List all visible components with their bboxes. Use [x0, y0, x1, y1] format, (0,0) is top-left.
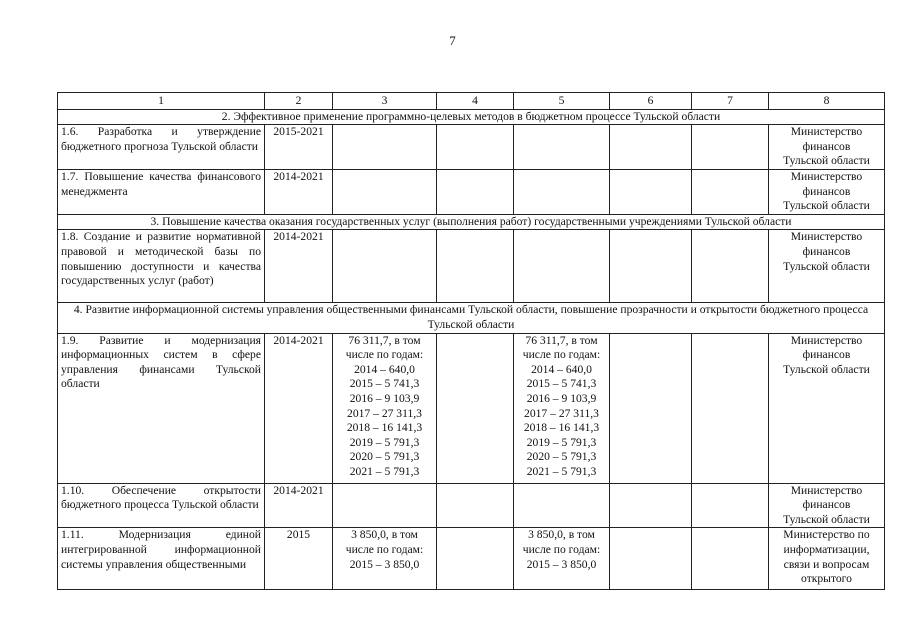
row-1-9-total-funding: 76 311,7, в том числе по годам: 2014 – 640,0 2015 – 5 741,3 2016 – 9 103,9 2017 – 27 311,3 2018 – 16 141,3 2019 – 5 791,3 2020 – 5 791,3 2021 – 5 791,3 — [333, 333, 437, 483]
header-col-6: 6 — [610, 93, 692, 110]
header-col-7: 7 — [692, 93, 769, 110]
section-3-title: 3. Повышение качества оказания государственных услуг (выполнения работ) государственными учреждениями Тульской области — [58, 214, 885, 230]
section-4-title: 4. Развитие информационной системы управления общественными финансами Тульской области, повышение прозрачности и открытости бюджетного процесса Тульской области — [58, 303, 885, 333]
row-1-7-responsible: Министерство финансов Тульской области — [769, 169, 885, 214]
table-row — [58, 483, 885, 528]
row-1-6-period: 2015-2021 — [265, 125, 333, 170]
page-number: 7 — [449, 33, 456, 48]
row-1-7-description: 1.7. Повышение качества финансового менеджмента — [58, 169, 265, 214]
section-row — [58, 303, 885, 333]
row-1-8-responsible: Министерство финансов Тульской области — [769, 230, 885, 303]
row-1-8-period: 2014-2021 — [265, 230, 333, 303]
row-1-11-description: 1.11. Модернизация единой интегрированной информационной системы управления общественными — [58, 528, 265, 590]
row-1-11-total-funding: 3 850,0, в том числе по годам: 2015 – 3 850,0 — [333, 528, 437, 590]
row-1-9-regional-funding: 76 311,7, в том числе по годам: 2014 – 640,0 2015 – 5 741,3 2016 – 9 103,9 2017 – 27 311,3 2018 – 16 141,3 2019 – 5 791,3 2020 – 5 791,3 2021 – 5 791,3 — [514, 333, 610, 483]
header-col-1: 1 — [58, 93, 265, 110]
row-1-9-responsible: Министерство финансов Тульской области — [769, 333, 885, 483]
row-1-11-regional-funding: 3 850,0, в том числе по годам: 2015 – 3 850,0 — [514, 528, 610, 590]
row-1-10-responsible: Министерство финансов Тульской области — [769, 483, 885, 528]
row-1-6-responsible: Министерство финансов Тульской области — [769, 125, 885, 170]
table-row — [58, 169, 885, 214]
header-col-5: 5 — [514, 93, 610, 110]
section-row — [58, 214, 885, 230]
header-col-2: 2 — [265, 93, 333, 110]
row-1-10-description: 1.10. Обеспечение открытости бюджетного процесса Тульской области — [58, 483, 265, 528]
header-row — [58, 93, 885, 110]
header-col-8: 8 — [769, 93, 885, 110]
row-1-6-description: 1.6. Разработка и утверждение бюджетного прогноза Тульской области — [58, 125, 265, 170]
row-1-9-description: 1.9. Развитие и модернизация информационных систем в сфере управления финансами Тульской области — [58, 333, 265, 483]
row-1-10-period: 2014-2021 — [265, 483, 333, 528]
row-1-11-responsible: Министерство по информатизации, связи и вопросам открытого — [769, 528, 885, 590]
row-1-8-description: 1.8. Создание и развитие нормативной правовой и методической базы по повышению доступности и качества государственных услуг (работ) — [58, 230, 265, 303]
header-col-4: 4 — [437, 93, 514, 110]
section-row — [58, 109, 885, 125]
table-row — [58, 125, 885, 170]
header-col-3: 3 — [333, 93, 437, 110]
section-2-title: 2. Эффективное применение программно-целевых методов в бюджетном процессе Тульской области — [58, 109, 885, 125]
row-1-9-period: 2014-2021 — [265, 333, 333, 483]
table-row — [58, 333, 885, 483]
table-row — [58, 528, 885, 590]
plan-table — [57, 92, 885, 590]
row-1-11-period: 2015 — [265, 528, 333, 590]
table-row — [58, 230, 885, 303]
row-1-7-period: 2014-2021 — [265, 169, 333, 214]
